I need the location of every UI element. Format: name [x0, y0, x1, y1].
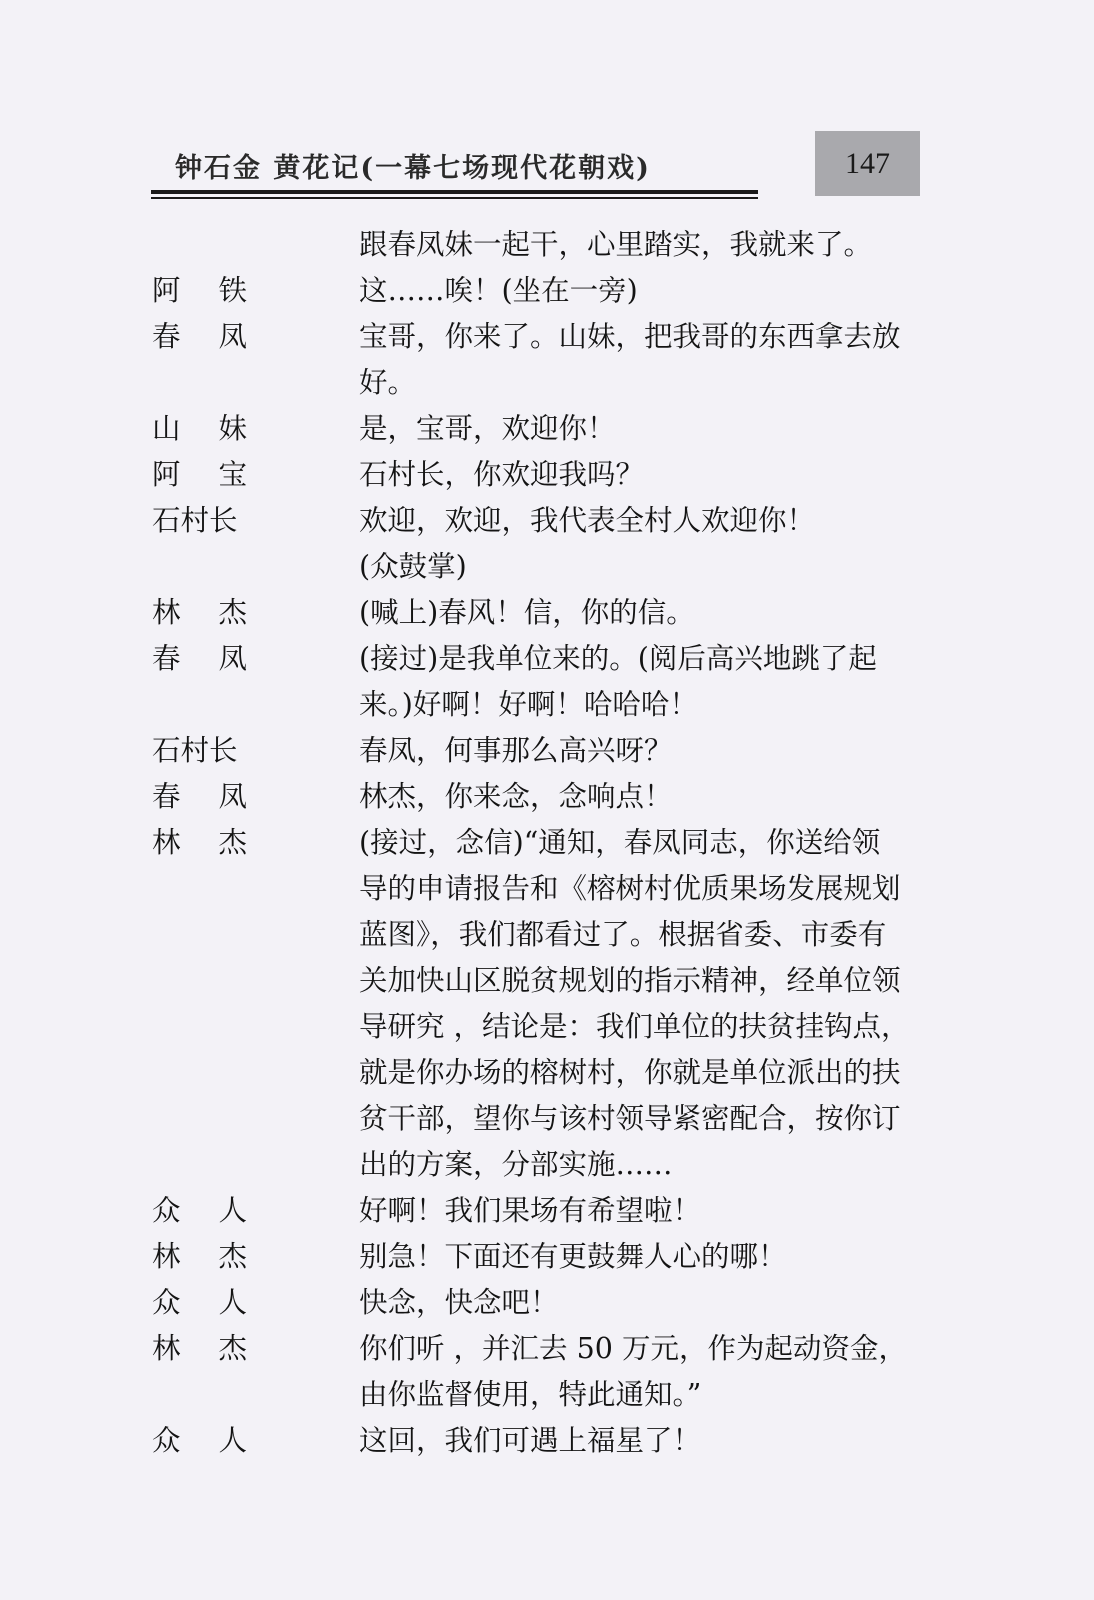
- dialogue-text: 你们听 ，并汇去 50 万元，作为起动资金，: [359, 1332, 907, 1365]
- dialogue-line: [152, 1004, 922, 1050]
- dialogue-line: [152, 774, 922, 820]
- dialogue-text: 就是你办场的榕树村，你就是单位派出的扶: [359, 1056, 901, 1089]
- dialogue-line: [152, 866, 922, 912]
- speaker-name: 众人: [152, 1194, 286, 1227]
- dialogue-text: 林杰，你来念，念响点！: [359, 780, 673, 813]
- dialogue-text: 导的申请报告和《榕树村优质果场发展规划: [359, 872, 901, 905]
- speaker-name: 石村长: [152, 504, 238, 537]
- dialogue-text: (喊上)春风！信，你的信。: [359, 596, 695, 629]
- dialogue-line: [152, 1142, 922, 1188]
- dialogue-line: [152, 406, 922, 452]
- dialogue-text: 好。: [359, 366, 417, 399]
- dialogue-text: 别急！下面还有更鼓舞人心的哪！: [359, 1240, 787, 1273]
- dialogue-line: [152, 314, 922, 360]
- dialogue-text: 由你监督使用，特此通知。”: [359, 1378, 702, 1411]
- dialogue-line: [152, 912, 922, 958]
- dialogue-text: 来。)好啊！好啊！哈哈哈！: [359, 688, 698, 721]
- dialogue-line: [152, 820, 922, 866]
- dialogue-text: 关加快山区脱贫规划的指示精神，经单位领: [359, 964, 901, 997]
- dialogue-line: [152, 728, 922, 774]
- speaker-name: 石村长: [152, 734, 238, 767]
- speaker-name: 众人: [152, 1424, 286, 1457]
- dialogue-text: 这……唉！(坐在一旁): [359, 274, 638, 307]
- running-title: 钟石金 黄花记(一幕七场现代花朝戏): [175, 153, 651, 184]
- dialogue-text: 贫干部，望你与该村领导紧密配合，按你订: [359, 1102, 901, 1135]
- speaker-name: 春凤: [152, 642, 286, 675]
- dialogue-text: 快念，快念吧！: [359, 1286, 559, 1319]
- page-number: 147: [815, 131, 920, 196]
- dialogue-line: [152, 1280, 922, 1326]
- dialogue-line: [152, 1050, 922, 1096]
- dialogue-text: (接过，念信)“通知，春凤同志，你送给领: [359, 826, 881, 859]
- speaker-name: 林杰: [152, 1240, 286, 1273]
- dialogue-text: (接过)是我单位来的。(阅后高兴地跳了起: [359, 642, 877, 675]
- dialogue-text: 这回，我们可遇上福星了！: [359, 1424, 702, 1457]
- speaker-name: 春凤: [152, 780, 286, 813]
- dialogue-text: 是，宝哥，欢迎你！: [359, 412, 616, 445]
- dialogue-text: (众鼓掌): [359, 550, 467, 583]
- dialogue-line: [152, 682, 922, 728]
- speaker-name: 春凤: [152, 320, 286, 353]
- dialogue-text: 宝哥，你来了。山妹，把我哥的东西拿去放: [359, 320, 901, 353]
- dialogue-line: [152, 222, 922, 268]
- dialogue-text: 好啊！我们果场有希望啦！: [359, 1194, 702, 1227]
- dialogue-line: [152, 1188, 922, 1234]
- dialogue-line: [152, 636, 922, 682]
- dialogue-line: [152, 1096, 922, 1142]
- dialogue-line: [152, 1372, 922, 1418]
- dialogue-text: 出的方案，分部实施……: [359, 1148, 673, 1181]
- dialogue-line: [152, 268, 922, 314]
- dialogue-text: 石村长，你欢迎我吗？: [359, 458, 645, 491]
- speaker-name: 林杰: [152, 1332, 286, 1365]
- speaker-name: 阿铁: [152, 274, 286, 307]
- dialogue-line: [152, 958, 922, 1004]
- dialogue-line: [152, 544, 922, 590]
- dialogue-line: [152, 452, 922, 498]
- speaker-name: 山妹: [152, 412, 286, 445]
- dialogue-text: 蓝图》，我们都看过了。根据省委、市委有: [359, 918, 887, 951]
- dialogue-text: 导研究 ，结论是：我们单位的扶贫挂钩点，: [359, 1010, 910, 1043]
- dialogue-line: [152, 498, 922, 544]
- dialogue-text: 跟春凤妹一起干，心里踏实，我就来了。: [359, 228, 873, 261]
- dialogue-line: [152, 590, 922, 636]
- dialogue-line: [152, 1326, 922, 1372]
- dialogue-line: [152, 360, 922, 406]
- speaker-name: 林杰: [152, 826, 286, 859]
- speaker-name: 林杰: [152, 596, 286, 629]
- speaker-name: 阿宝: [152, 458, 286, 491]
- header-rule-thin: [151, 197, 758, 199]
- dialogue-text: 春凤，何事那么高兴呀？: [359, 734, 673, 767]
- dialogue-text: 欢迎，欢迎，我代表全村人欢迎你！: [359, 504, 816, 537]
- header-rule-thick: [151, 190, 758, 194]
- speaker-name: 众人: [152, 1286, 286, 1319]
- script-dialogue: [152, 222, 922, 1464]
- dialogue-line: [152, 1234, 922, 1280]
- dialogue-line: [152, 1418, 922, 1464]
